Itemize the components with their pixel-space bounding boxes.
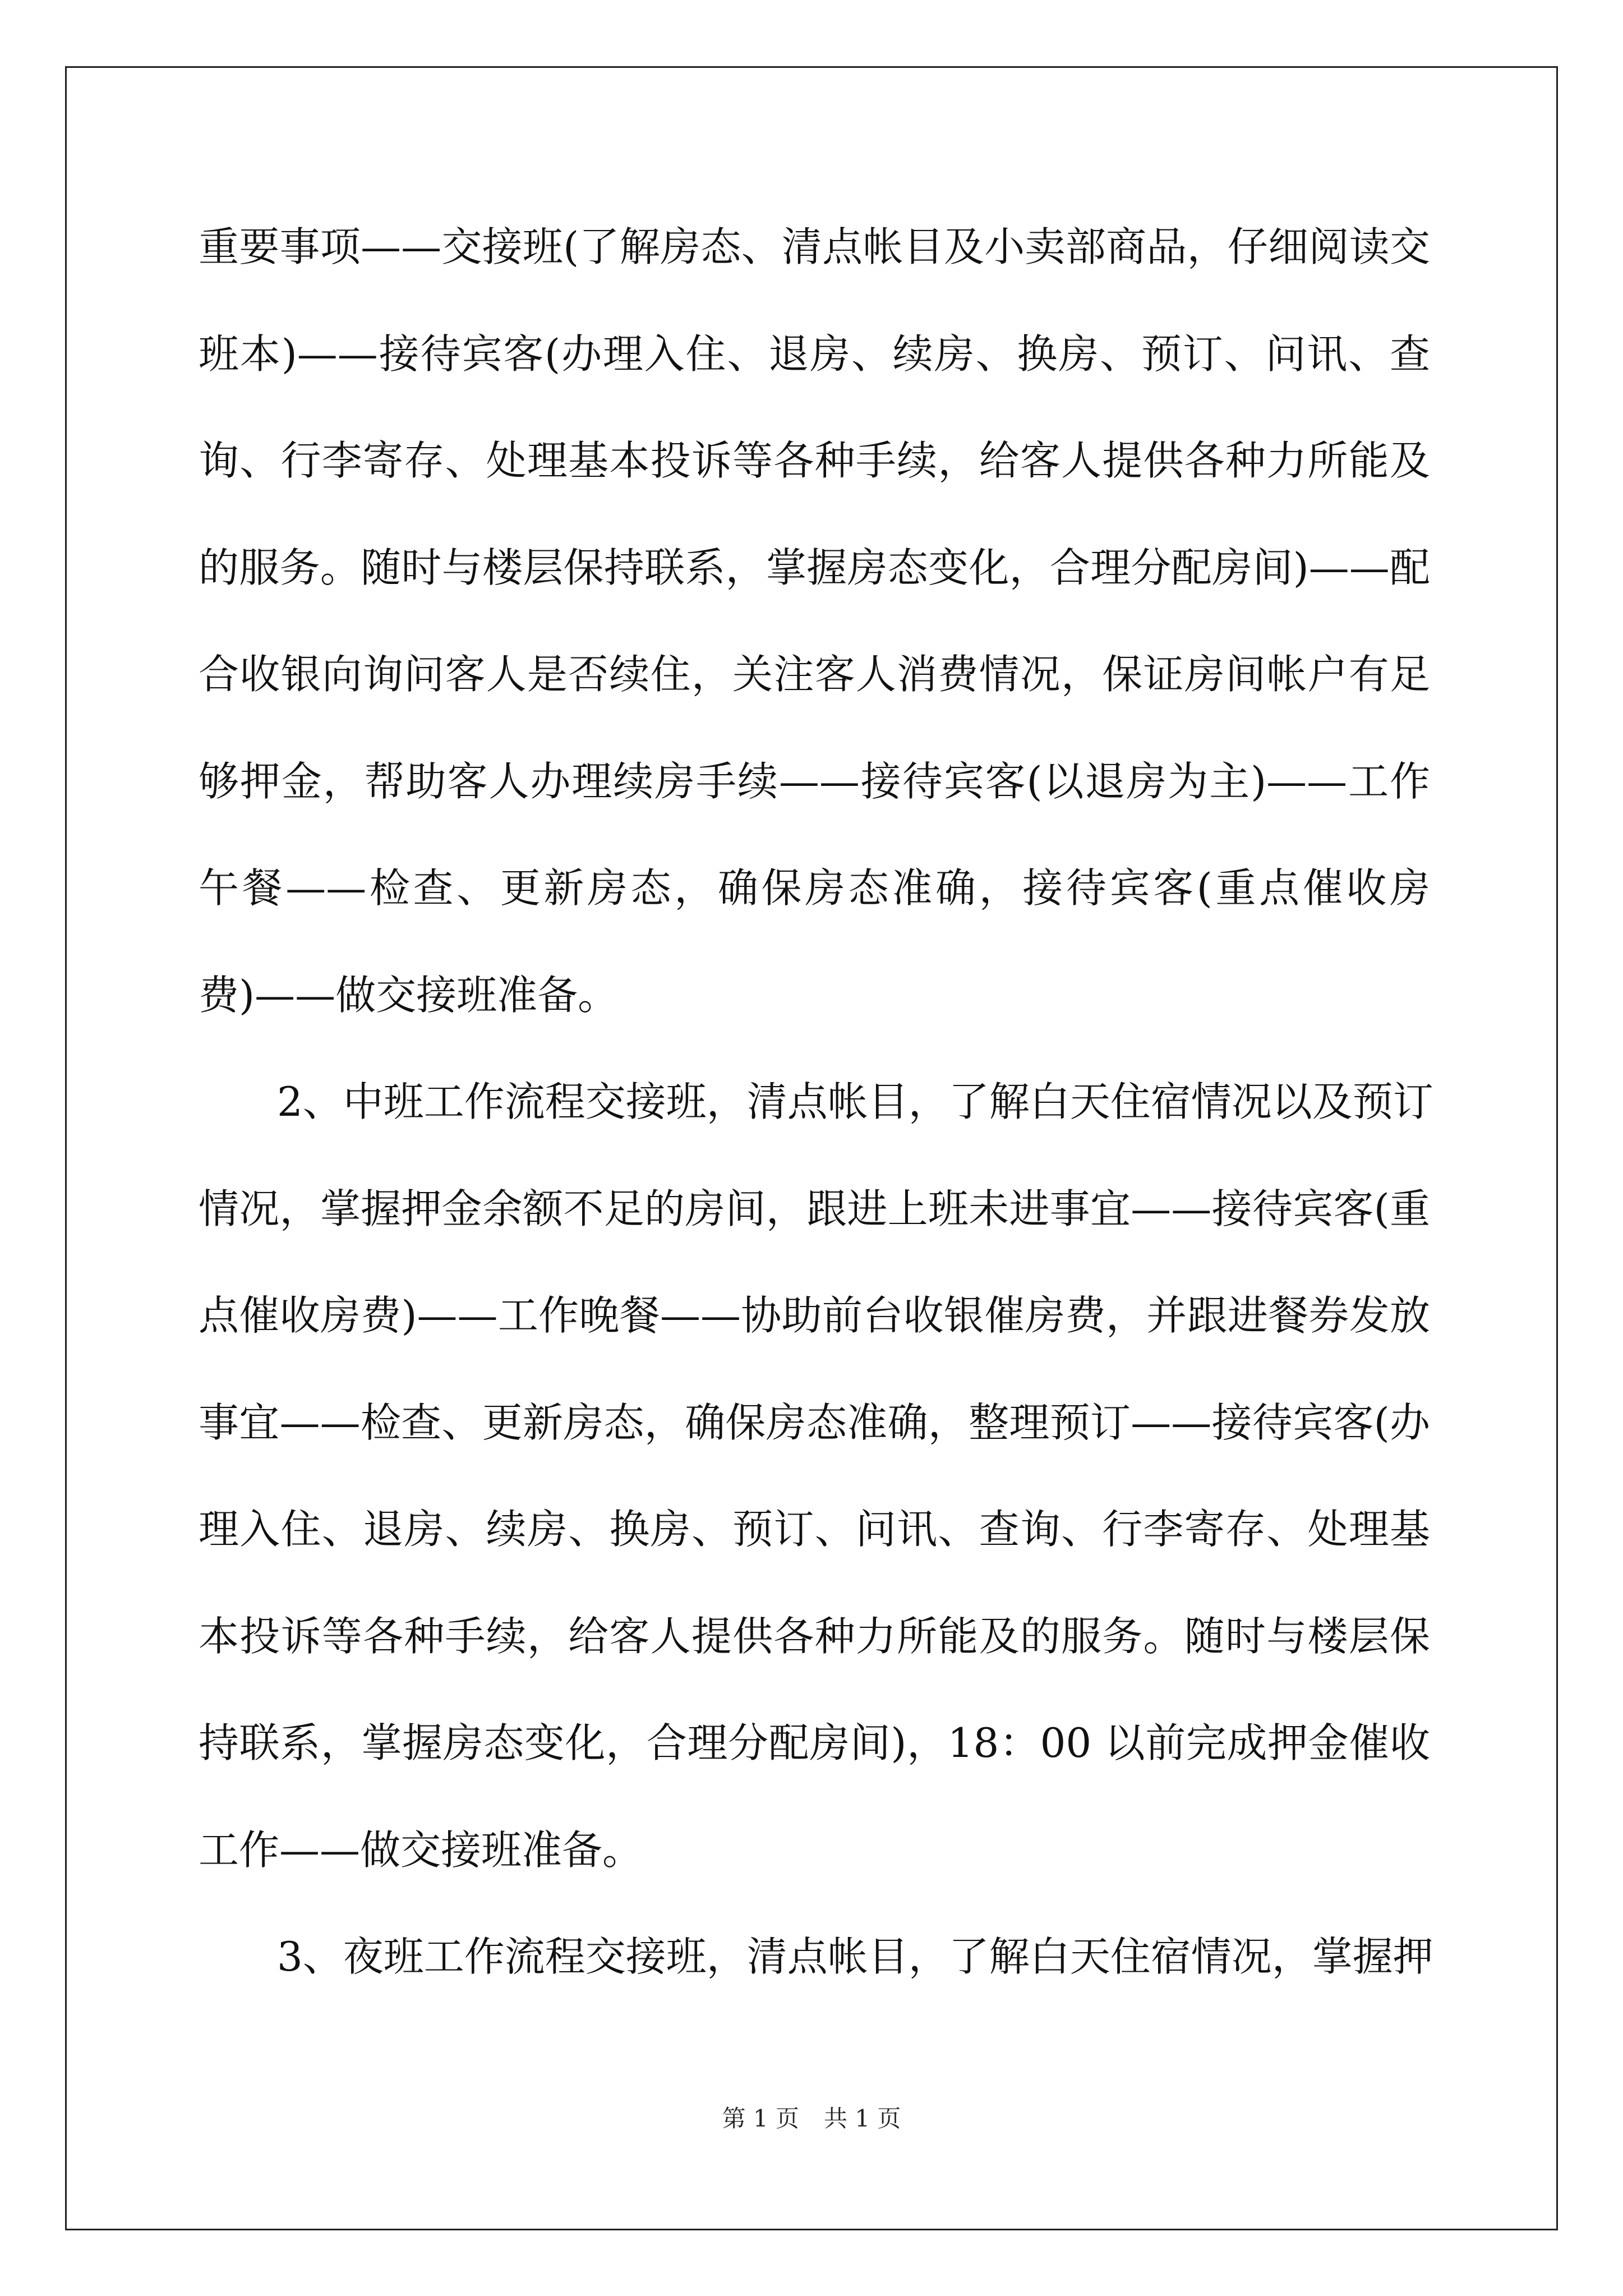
text-line: 班本)——接待宾客(办理入住、退房、续房、换房、预订、问讯、查 — [199, 330, 1430, 378]
text-line: 本投诉等各种手续，给客人提供各种力所能及的服务。随时与楼层保 — [199, 1612, 1430, 1660]
text-line: 持联系，掌握房态变化，合理分配房间)，18：00 以前完成押金催收 — [199, 1719, 1430, 1766]
text-line: 够押金，帮助客人办理续房手续——接待宾客(以退房为主)——工作 — [199, 757, 1430, 805]
page-footer — [0, 2105, 1623, 2133]
text-line: 询、行李寄存、处理基本投诉等各种手续，给客人提供各种力所能及 — [199, 437, 1430, 484]
page-number-total: 共 1 页 — [824, 2105, 901, 2132]
text-line: 午餐——检查、更新房态，确保房态准确，接待宾客(重点催收房 — [199, 864, 1430, 912]
paragraph-first-line: 3、夜班工作流程交接班，清点帐目，了解白天住宿情况，掌握押 — [277, 1933, 1433, 1980]
text-line: 的服务。随时与楼层保持联系，掌握房态变化，合理分配房间)——配 — [199, 544, 1430, 591]
text-line: 事宜——检查、更新房态，确保房态准确，整理预订——接待宾客(办 — [199, 1398, 1430, 1446]
document-body — [199, 194, 1433, 2010]
page-number-current: 第 1 页 — [722, 2105, 799, 2132]
text-line: 费)——做交接班准备。 — [199, 971, 619, 1019]
paragraph-first-line: 2、中班工作流程交接班，清点帐目，了解白天住宿情况以及预订 — [277, 1078, 1433, 1125]
text-line: 工作——做交接班准备。 — [199, 1826, 643, 1874]
text-line: 理入住、退房、续房、换房、预订、问讯、查询、行李寄存、处理基 — [199, 1506, 1430, 1553]
text-line: 点催收房费)——工作晚餐——协助前台收银催房费，并跟进餐券发放 — [199, 1292, 1430, 1339]
text-line: 重要事项——交接班(了解房态、清点帐目及小卖部商品，仔细阅读交 — [199, 223, 1430, 270]
text-line: 合收银向询问客人是否续住，关注客人消费情况，保证房间帐户有足 — [199, 651, 1430, 698]
text-line: 情况，掌握押金余额不足的房间，跟进上班未进事宜——接待宾客(重 — [199, 1185, 1430, 1232]
